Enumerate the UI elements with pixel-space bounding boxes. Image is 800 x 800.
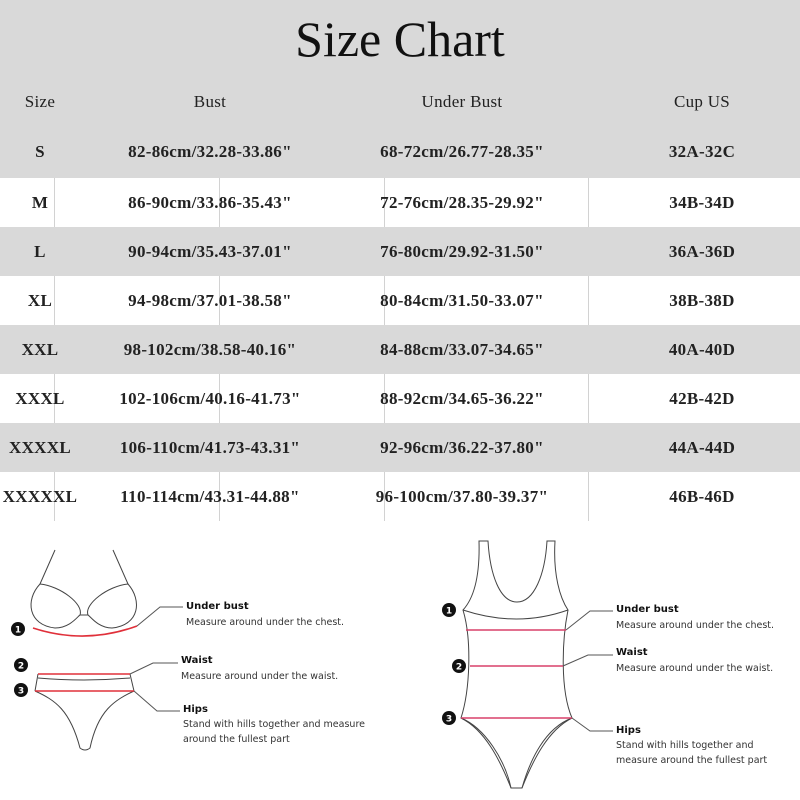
- cell-size: XXXXL: [9, 437, 71, 457]
- cell-under-bust: 80-84cm/31.50-33.07": [380, 290, 544, 310]
- marker-3: 3: [445, 714, 453, 725]
- swimsuit-drawing: [461, 541, 572, 788]
- header-under-bust: Under Bust: [421, 91, 503, 111]
- cell-cup: 38B-38D: [669, 290, 735, 310]
- cell-size: XXXXXL: [2, 486, 78, 506]
- cell-bust: 86-90cm/33.86-35.43": [128, 192, 292, 212]
- marker-3: 3: [17, 686, 25, 697]
- suit-waist-label: Waist: [616, 647, 648, 658]
- cell-under-bust: 76-80cm/29.92-31.50": [380, 241, 544, 261]
- marker-2: 2: [17, 661, 25, 672]
- cell-under-bust: 72-76cm/28.35-29.92": [380, 192, 544, 212]
- suit-under-bust-desc: Measure around under the chest.: [616, 620, 775, 631]
- hips-label: Hips: [183, 704, 208, 715]
- cell-size: S: [35, 141, 45, 161]
- page-title: Size Chart: [295, 11, 505, 67]
- bikini-bottom-drawing: [35, 674, 134, 750]
- cell-bust: 98-102cm/38.58-40.16": [123, 339, 297, 359]
- cell-size: XXXL: [15, 388, 65, 408]
- hips-desc: Stand with hills together and measure around the fullest part: [183, 719, 365, 745]
- cell-under-bust: 68-72cm/26.77-28.35": [380, 141, 544, 161]
- under-bust-line: [33, 626, 137, 636]
- cell-cup: 34B-34D: [669, 192, 735, 212]
- cell-size: XL: [27, 290, 53, 310]
- cell-bust: 82-86cm/32.28-33.86": [128, 141, 292, 161]
- cell-under-bust: 84-88cm/33.07-34.65": [380, 339, 544, 359]
- cell-size: L: [34, 241, 46, 261]
- suit-waist-desc: Measure around under the waist.: [616, 663, 774, 674]
- cell-cup: 46B-46D: [669, 486, 735, 506]
- cell-under-bust: 96-100cm/37.80-39.37": [375, 486, 549, 506]
- cell-cup: 40A-40D: [668, 339, 736, 359]
- cell-under-bust: 92-96cm/36.22-37.80": [380, 437, 544, 457]
- cell-bust: 94-98cm/37.01-38.58": [128, 290, 292, 310]
- header-size: Size: [24, 91, 56, 111]
- cell-bust: 90-94cm/35.43-37.01": [128, 241, 292, 261]
- marker-2: 2: [455, 662, 463, 673]
- cell-under-bust: 88-92cm/34.65-36.22": [380, 388, 544, 408]
- cell-cup: 44A-44D: [668, 437, 736, 457]
- marker-1: 1: [445, 606, 453, 617]
- header-cup: Cup US: [673, 91, 731, 111]
- suit-hips-label: Hips: [616, 725, 641, 736]
- cell-size: M: [31, 192, 49, 212]
- cell-bust: 102-106cm/40.16-41.73": [119, 388, 301, 408]
- cell-bust: 110-114cm/43.31-44.88": [120, 486, 300, 506]
- cell-size: XXL: [21, 339, 59, 359]
- bikini-top-drawing: [31, 550, 136, 628]
- suit-under-bust-label: Under bust: [616, 604, 679, 615]
- marker-1: 1: [14, 625, 22, 636]
- waist-desc: Measure around under the waist.: [181, 671, 339, 682]
- under-bust-desc: Measure around under the chest.: [186, 617, 345, 628]
- cell-cup: 42B-42D: [669, 388, 735, 408]
- suit-hips-desc: Stand with hills together and measure around the fullest part: [616, 740, 768, 766]
- waist-label: Waist: [181, 655, 213, 666]
- cell-bust: 106-110cm/41.73-43.31": [119, 437, 301, 457]
- cell-cup: 36A-36D: [668, 241, 736, 261]
- under-bust-label: Under bust: [186, 601, 249, 612]
- header-bust: Bust: [193, 91, 227, 111]
- cell-cup: 32A-32C: [668, 141, 736, 161]
